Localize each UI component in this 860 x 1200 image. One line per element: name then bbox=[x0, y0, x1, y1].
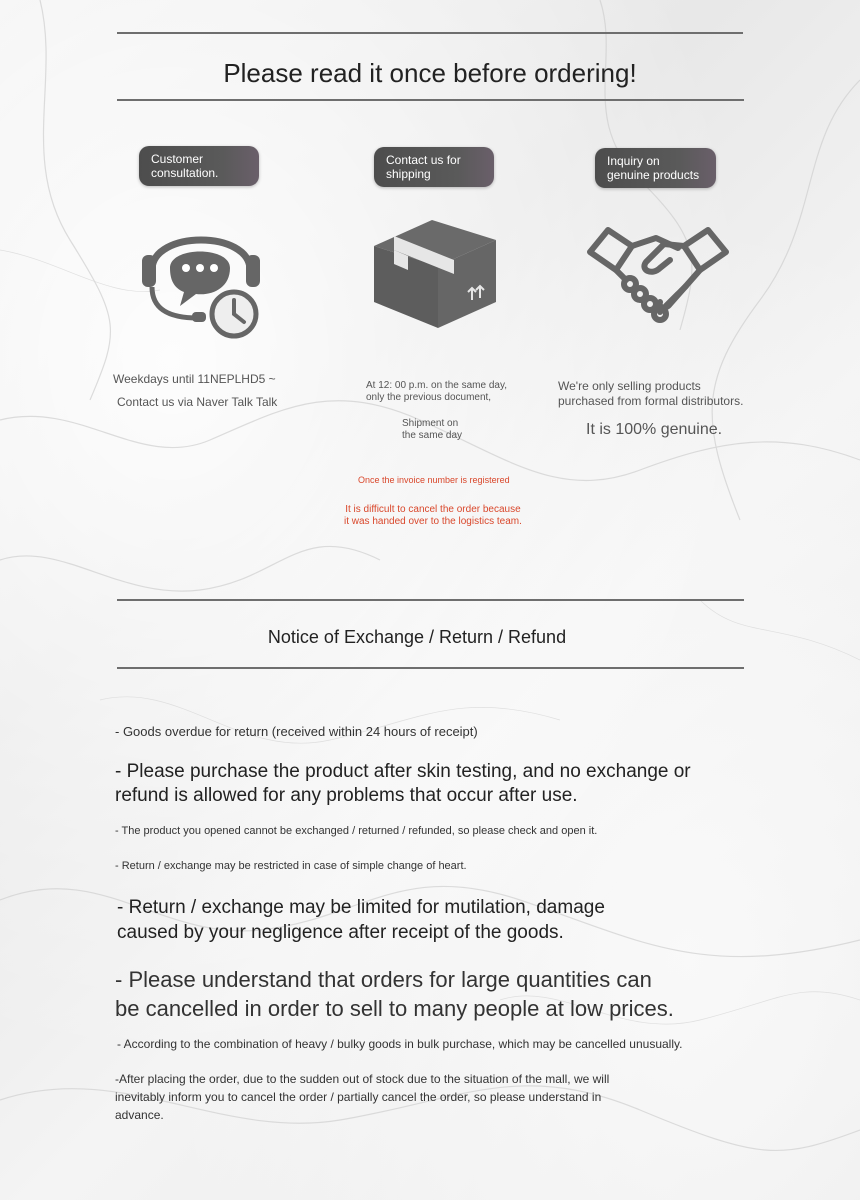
genuine-statement: It is 100% genuine. bbox=[586, 421, 723, 438]
notice-item: - Return / exchange may be limited for mutilation, damage caused by your negligence after receipt of the goods. bbox=[117, 897, 605, 943]
genuine-inquiry-badge: Inquiry on genuine products bbox=[595, 148, 716, 188]
package-box-icon bbox=[372, 218, 498, 330]
notice-item: - The product you opened cannot be exchanged / returned / refunded, so please check and open it. bbox=[115, 825, 598, 837]
customer-consultation-badge: Customer consultation. bbox=[139, 146, 259, 186]
notice-item-highlight: - Please understand that orders for large quantities can be cancelled in order to sell to many people at low prices. bbox=[115, 967, 674, 1021]
consultation-hours: Weekdays until 11NEPLHD5 ~ bbox=[113, 372, 276, 386]
header-bottom-rule bbox=[117, 99, 744, 101]
shipping-cutoff: At 12: 00 p.m. on the same day, only the previous document, bbox=[366, 380, 508, 403]
notice-item: - Goods overdue for return (received within 24 hours of receipt) bbox=[115, 724, 478, 739]
notice-bottom-rule bbox=[117, 667, 744, 669]
headset-chat-clock-icon bbox=[140, 210, 262, 340]
header-top-rule bbox=[117, 32, 743, 34]
consultation-channel: Contact us via Naver Talk Talk bbox=[117, 395, 278, 409]
notice-top-rule bbox=[117, 599, 744, 601]
invoice-notice: Once the invoice number is registered bbox=[358, 475, 510, 485]
notice-title: Notice of Exchange / Return / Refund bbox=[267, 627, 567, 647]
shipping-contact-badge: Contact us for shipping bbox=[374, 147, 494, 187]
same-day-shipment: Shipment on the same day bbox=[402, 418, 463, 441]
page-title: Please read it once before ordering! bbox=[223, 58, 637, 88]
notice-item: - Return / exchange may be restricted in case of simple change of heart. bbox=[115, 860, 467, 872]
distributor-statement: We're only selling products purchased from formal distributors. bbox=[558, 379, 744, 408]
cancel-difficulty-notice: It is difficult to cancel the order because it was handed over to the logistics team. bbox=[344, 504, 522, 527]
notice-item: -After placing the order, due to the sudden out of stock due to the situation of the mall, we will inevitably inform you to cancel the order / partially cancel the order, so please understand in advance. bbox=[115, 1072, 610, 1122]
notice-item: - According to the combination of heavy / bulky goods in bulk purchase, which may be cancelled unusually. bbox=[117, 1037, 683, 1051]
handshake-icon bbox=[586, 224, 730, 332]
notice-item: - Please purchase the product after skin testing, and no exchange or refund is allowed for any problems that occur after use. bbox=[115, 761, 691, 806]
